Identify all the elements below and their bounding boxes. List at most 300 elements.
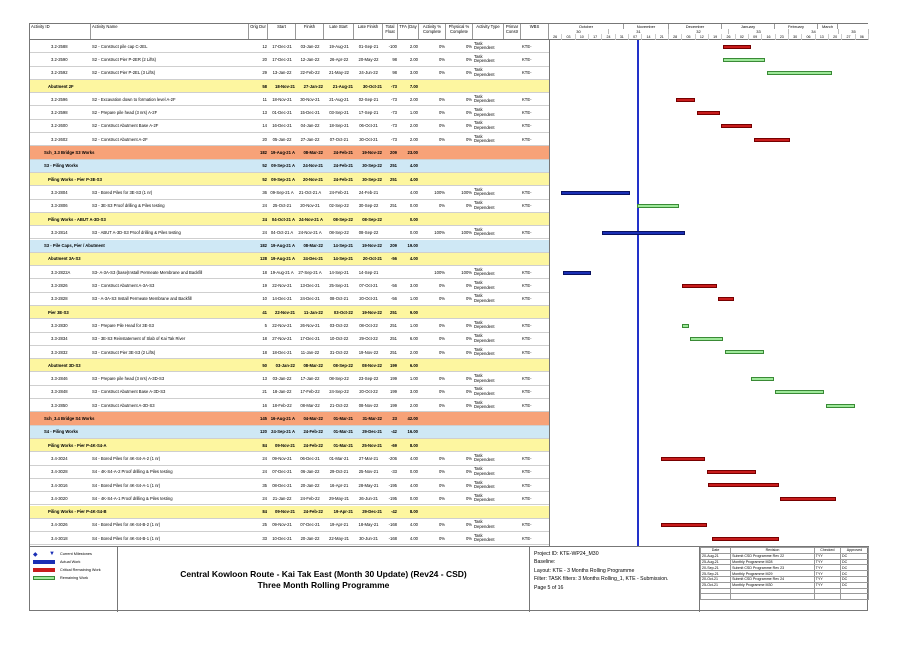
gantt-area [549,40,869,546]
gantt-bar-rem[interactable] [751,377,774,381]
cell [521,506,549,518]
gantt-bar-crit[interactable] [721,124,752,128]
cell-tfa: 2.00 [409,43,418,49]
gantt-bar-crit[interactable] [661,457,705,461]
table-row[interactable] [30,319,549,332]
table-row[interactable] [30,346,549,359]
group-row[interactable] [30,412,549,425]
column-header-12[interactable]: Primar Constr [504,24,521,39]
cell: 251 [390,176,397,182]
cell-pc2 [504,346,521,358]
programme-title [118,547,530,612]
cell [473,306,504,318]
column-header-13[interactable]: WBS [521,24,549,39]
cell [521,412,549,424]
gantt-bar-crit[interactable] [718,297,734,301]
cell [446,506,473,518]
cell-pc2 [504,266,521,278]
legend-remaining: Remaining Work [33,574,114,582]
group-row[interactable] [30,506,549,519]
gantt-bar-crit[interactable] [712,537,779,541]
cell-tf: -195 [388,482,397,488]
cell: 01-Mar-21 [333,442,353,448]
cell-pc: 0% [438,336,445,342]
cell-lf: 29-Oct-22 [359,336,378,342]
cell-lf: 20-Oct-21 [359,296,378,302]
legend-critical: Critical Remaining Work [33,566,114,574]
revision-cell: DC [840,553,868,559]
cell [446,412,473,424]
cell-tfa: 2.00 [409,402,418,408]
cell-tf: 98 [392,70,397,76]
week-header: 34 [789,29,839,34]
cell [446,146,473,158]
cell-pc: 0% [438,70,445,76]
group-row[interactable] [30,146,549,159]
cell-ph: 0% [465,402,472,408]
table-row[interactable] [30,466,549,479]
revision-cell [731,594,815,600]
cell: 8.00 [409,509,418,515]
group-row[interactable] [30,253,549,266]
cell-name: S4 - Bored Piles for 4K-S4-A-2 (1 nr) [92,455,161,461]
cell-pc2 [504,107,521,119]
cell-tfa: 3.00 [409,70,418,76]
table-row[interactable] [30,53,549,66]
cell-id: 3.2-2600 [51,123,68,129]
table-row[interactable] [30,519,549,532]
table-row[interactable] [30,479,549,492]
table-row[interactable] [30,40,549,53]
cell-name: S2 - Construct Abutment A-2F [92,136,148,142]
cell-tfa: 2.00 [409,56,418,62]
cell-name: S3 - Construct Abutment Base A-3D-S3 [92,389,166,395]
table-row[interactable] [30,386,549,399]
group-row[interactable] [30,240,549,253]
cell-fi: 04-Jan-22 [300,123,320,129]
day-header: 27 [842,34,855,40]
table-row[interactable] [30,293,549,306]
cell-ls: 07-Oct-21 [329,136,349,142]
cell-pc2 [504,452,521,464]
cell-ty: Task Dependent [474,67,495,77]
cell-fi: 20-Nov-21 [300,203,320,209]
revision-header: Approved [840,548,868,554]
gantt-bar-crit[interactable] [707,470,756,474]
cell-lf: 06-Oct-21 [359,123,378,129]
cell [419,173,446,185]
gantt-bar-rem[interactable] [682,324,689,328]
footer [30,546,869,612]
project-id: Project ID: KTE-WP24_M30 [534,551,599,557]
gantt-bar-act[interactable] [602,231,685,235]
cell-tf: 251 [390,322,397,328]
cell [504,160,521,172]
table-row[interactable] [30,333,549,346]
day-header: 10 [576,34,589,40]
cell [419,80,446,92]
gantt-bar-crit[interactable] [754,138,790,142]
cell [419,146,446,158]
cell-lf: 18-May-21 [358,522,379,528]
cell-lf: 08-Oct-22 [359,322,378,328]
day-header: 20 [829,34,842,40]
cell: 23.00 [407,150,418,156]
column-header-5[interactable]: Late Start [324,24,354,39]
cell-lf: 28-May-21 [358,482,379,488]
cell-st: 09-Nov-21 [272,522,292,528]
cell-ph: 0% [465,495,472,501]
cell [473,426,504,438]
cell-st: 04-Oct-21 A [270,229,294,235]
column-header-8[interactable]: TFA (Day [398,24,419,39]
cell-wbs: KTE- [522,70,532,76]
column-header-3[interactable]: Start [268,24,296,39]
cell-tfa: 0.00 [409,229,418,235]
milestone-icon: ◆ ▼ [33,551,55,558]
day-header: 09 [749,34,762,40]
cell-wbs: KTE- [522,495,532,501]
cell [446,173,473,185]
gantt-bar-act[interactable] [561,191,630,195]
cell [419,253,446,265]
column-header-2[interactable]: Orig Dur [249,24,268,39]
cell-tfa: 2.00 [409,96,418,102]
table-row[interactable] [30,107,549,120]
cell-name: S2 - Excavation down to formation level A-2F [92,96,176,102]
cell-st: 18-Jan-22 [272,389,292,395]
cell: 16-Aug-21 A [270,416,295,422]
cell-dur: 24 [262,455,267,461]
cell-lf: 24-Feb-21 [358,189,379,195]
column-header-4[interactable]: Finish [296,24,324,39]
revision-header: Revision [731,548,815,554]
cell [504,412,521,424]
day-header: 13 [816,34,829,40]
cell-wbs: KTE- [522,322,532,328]
cell-pc2 [504,186,521,198]
cell [521,253,549,265]
day-header: 28 [669,34,682,40]
table-row[interactable] [30,226,549,239]
gantt-bar-crit[interactable] [723,45,751,49]
group-row[interactable] [30,80,549,93]
cell-name: S2 - Construct pile cap C-2EL [92,43,148,49]
group-row[interactable] [30,426,549,439]
table-row[interactable] [30,67,549,80]
gantt-bar-crit[interactable] [682,284,716,288]
cell [521,359,549,371]
cell-name: S3 - Construct Abutment A-3A-S3 [92,283,155,289]
cell-tfa: 4.00 [409,535,418,541]
cell-ty: Task Dependent [474,373,495,383]
cell: 209 [390,150,397,156]
cell-fi: 17-Jan-22 [300,376,320,382]
revision-cell: DC [840,582,868,588]
cell [419,359,446,371]
remaining-bar-icon [33,576,55,580]
cell: 209 [390,243,397,249]
cell: 19-Aug-21 A [270,150,295,156]
filter: Filter: TASK filters: 3 Months Rolling_1, KTE - Submission. [534,576,669,583]
column-header-7[interactable]: Total Float [383,24,398,39]
cell: 18-Nov-21 [274,83,295,89]
cell-dur: 10 [262,296,267,302]
cell [446,439,473,451]
cell-ph: 0% [465,535,472,541]
cell-fi: 11-Jan-22 [300,349,320,355]
group-row[interactable] [30,173,549,186]
cell-wbs: KTE- [522,110,532,116]
cell-name: S2 - Construct Pier P-2ER (2 Lifts) [92,56,156,62]
cell-fi: 20-Jan-22 [300,535,320,541]
table-row[interactable] [30,492,549,505]
cell-name: S4 - 4K-S4-A-1 Proof drilling & Piles testing [92,495,173,501]
gantt-bar-crit[interactable] [708,483,778,487]
cell [446,426,473,438]
cell-wbs: KTE- [522,402,532,408]
cell-ls: 29-Oct-21 [329,469,349,475]
cell: 19-Aug-21 A [270,256,295,262]
cell-st: 18-Dec-21 [272,349,292,355]
cell-pc: 0% [438,522,445,528]
cell [419,213,446,225]
cell-ls: 19-Apr-21 [329,522,349,528]
column-header-9[interactable]: Activity % Complete [419,24,446,39]
cell [419,412,446,424]
cell-ty: Task Dependent [474,93,495,104]
gantt-bar-crit[interactable] [676,98,696,102]
cell-ty: Task Dependent [474,399,495,410]
table-row[interactable] [30,133,549,146]
column-header-11[interactable]: Activity Type [473,24,504,39]
table-row[interactable] [30,399,549,412]
cell-fi: 17-Dec-21 [300,336,320,342]
cell-tf: 199 [390,402,397,408]
table-row[interactable] [30,373,549,386]
revision-cell: Submit CSD Programme Rev 22 [731,553,815,559]
cell-lf: 24-Jun-22 [359,70,378,76]
gantt-bar-act[interactable] [563,271,591,275]
cell-id: 3.3-2826 [51,283,68,289]
cell-pc2 [504,386,521,398]
cell [521,80,549,92]
cell-dur: 12 [262,43,267,49]
cell [419,506,446,518]
cell-id: 3.3-2848 [51,389,68,395]
column-header-0[interactable]: Activity ID [30,24,91,39]
cell-name: S3 - Prepare Pile Head for 3E-S3 [92,322,154,328]
gantt-bar-rem[interactable] [690,337,723,341]
group-label: Sch_3.4 Bridge S4 Works [44,416,95,422]
gantt-bar-rem[interactable] [725,350,764,354]
cell-pc2 [504,373,521,385]
cell-fi: 30-Nov-21 [300,96,320,102]
column-header-6[interactable]: Late Finish [354,24,383,39]
cell: 0.00 [409,216,418,222]
cell [473,173,504,185]
cell [504,213,521,225]
cell: 41 [262,309,267,315]
day-header: 16 [762,34,775,40]
cell-wbs: KTE- [522,43,532,49]
gantt-bar-rem[interactable] [723,58,765,62]
cell: 03-Jan-22 [275,362,295,368]
cell-fi: 06-Dec-21 [300,455,320,461]
cell-ph: 0% [465,455,472,461]
cell-dur: 35 [262,482,267,488]
cell: 29-Dec-21 [362,509,382,515]
cell: 251 [390,309,397,315]
cell-st: 03-Jan-22 [272,376,292,382]
cell-wbs: KTE- [522,96,532,102]
month-header: October [549,24,624,29]
cell: 84 [262,442,267,448]
cell: 24-Nov-21 A [298,216,323,222]
cell-wbs: KTE- [522,136,532,142]
cell-tfa: 2.00 [409,136,418,142]
cell: 8.00 [409,442,418,448]
gantt-bar-crit[interactable] [697,111,720,115]
table-row[interactable] [30,452,549,465]
cell: 30-Sep-22 [362,163,382,169]
cell-ph: 0% [465,336,472,342]
cell-pc: 0% [438,495,445,501]
revision-cell: 25-Sep-21 [701,571,731,577]
cell: 52 [262,176,267,182]
gantt-bar-rem[interactable] [637,204,679,208]
cell-pc: 0% [438,376,445,382]
cell-ph: 0% [465,123,472,129]
cell-ty: Task Dependent [474,53,495,64]
cell-pc: 0% [438,469,445,475]
cell-tf: -56 [390,296,397,302]
gantt-bar-crit[interactable] [661,523,707,527]
cell-fi: 20-Jan-22 [300,482,320,488]
cell: 199 [390,362,397,368]
cell [446,306,473,318]
cell: 19-Aug-21 A [270,243,295,249]
revision-cell: Monthly Programme M29 [731,571,815,577]
cell-lf: 08-Sep-22 [358,229,379,235]
cell-name: S4 - 4K-S4-A-2 Proof drilling & Piles testing [92,469,173,475]
cell-wbs: KTE- [522,336,532,342]
cell-lf: 20-Oct-22 [359,389,378,395]
cell: 04-Mar-22 [303,416,323,422]
cell-pc: 0% [438,322,445,328]
cell-name: S3 - 3E-S3 Reinstatement of Slab of Kai Tak River [92,336,186,342]
cell [521,146,549,158]
cell-wbs: KTE- [522,482,532,488]
cell-name: S4 - Bored Piles for 4K-S4-B-2 (1 nr) [92,522,161,528]
cell-st: 13-Jan-22 [272,70,292,76]
table-row[interactable] [30,120,549,133]
cell-ls: 10-Oct-22 [329,336,349,342]
gantt-bar-rem[interactable] [775,390,824,394]
cell-id: 3.3-2830 [51,322,68,328]
cell-tf: 251 [390,349,397,355]
cell-ph: 0% [465,349,472,355]
cell-dur: 36 [262,189,267,195]
group-label: S3 - Piling Works [44,163,79,169]
cell-pc: 0% [438,402,445,408]
day-header: 31 [616,34,629,40]
cell-ph: 0% [465,136,472,142]
cell-tf: 251 [390,203,397,209]
cell-st: 21-Jan-22 [272,495,292,501]
cell-lf: 30-Jun-21 [359,535,378,541]
cell-st: 07-Dec-21 [272,469,292,475]
cell-pc2 [504,133,521,145]
group-row[interactable] [30,439,549,452]
table-row[interactable] [30,93,549,106]
cell: 128 [260,256,267,262]
cell-wbs: KTE- [522,123,532,129]
column-header-10[interactable]: Physical % Complete [446,24,473,39]
cell-id: 3.4-3016 [51,482,68,488]
cell-tf: -73 [390,110,397,116]
cell [504,253,521,265]
cell-dur: 18 [262,336,267,342]
cell-ph: 0% [465,203,472,209]
gantt-bar-rem[interactable] [826,404,855,408]
table-row[interactable] [30,186,549,199]
revision-row [701,594,869,600]
title-line-1: Central Kowloon Route - Kai Tak East (Month 30 Update) (Rev24 - CSD) [180,568,467,579]
revision-cell: TYY [814,559,840,565]
cell-st: 09-Nov-21 [272,455,292,461]
cell-pc2 [504,93,521,105]
cell [504,506,521,518]
group-label: Abutment 3D-S3 [48,362,81,368]
group-row[interactable] [30,213,549,226]
layout: Layout: KTE - 3 Months Rolling Programme [534,567,635,574]
group-row[interactable] [30,306,549,319]
cell-ty: Task Dependent [474,40,495,51]
revision-cell: 20-Aug-21 [701,553,731,559]
cell-id: 3.2-2592 [51,70,68,76]
cell-pc2 [504,333,521,345]
table-row[interactable] [30,200,549,213]
cell-ty: Task Dependent [474,452,495,463]
group-row[interactable] [30,359,549,372]
group-row[interactable] [30,160,549,173]
cell: 16.00 [407,429,418,435]
table-row[interactable] [30,266,549,279]
cell [473,359,504,371]
cell-wbs: KTE- [522,189,532,195]
gantt-bar-rem[interactable] [767,71,832,75]
day-header: 26 [722,34,735,40]
cell-fi: 07-Dec-21 [300,522,320,528]
revision-cell [840,594,868,600]
table-row[interactable] [30,532,549,545]
gantt-bar-crit[interactable] [780,497,836,501]
cell-lf: 01-Sep-21 [358,43,379,49]
cell-ty: Task Dependent [474,479,495,490]
table-row[interactable] [30,279,549,292]
week-header: 31 [609,29,669,34]
column-header-1[interactable]: Activity Name [91,24,249,39]
cell: 24-Feb-22 [303,509,323,515]
day-header: 02 [736,34,749,40]
cell-tfa: 3.00 [409,283,418,289]
cell-pc2 [504,492,521,504]
cell: 19-Nov-22 [361,309,382,315]
cell-ls: 03-Sep-21 [329,110,349,116]
cell [473,213,504,225]
cell-id: 3.4-3024 [51,455,68,461]
